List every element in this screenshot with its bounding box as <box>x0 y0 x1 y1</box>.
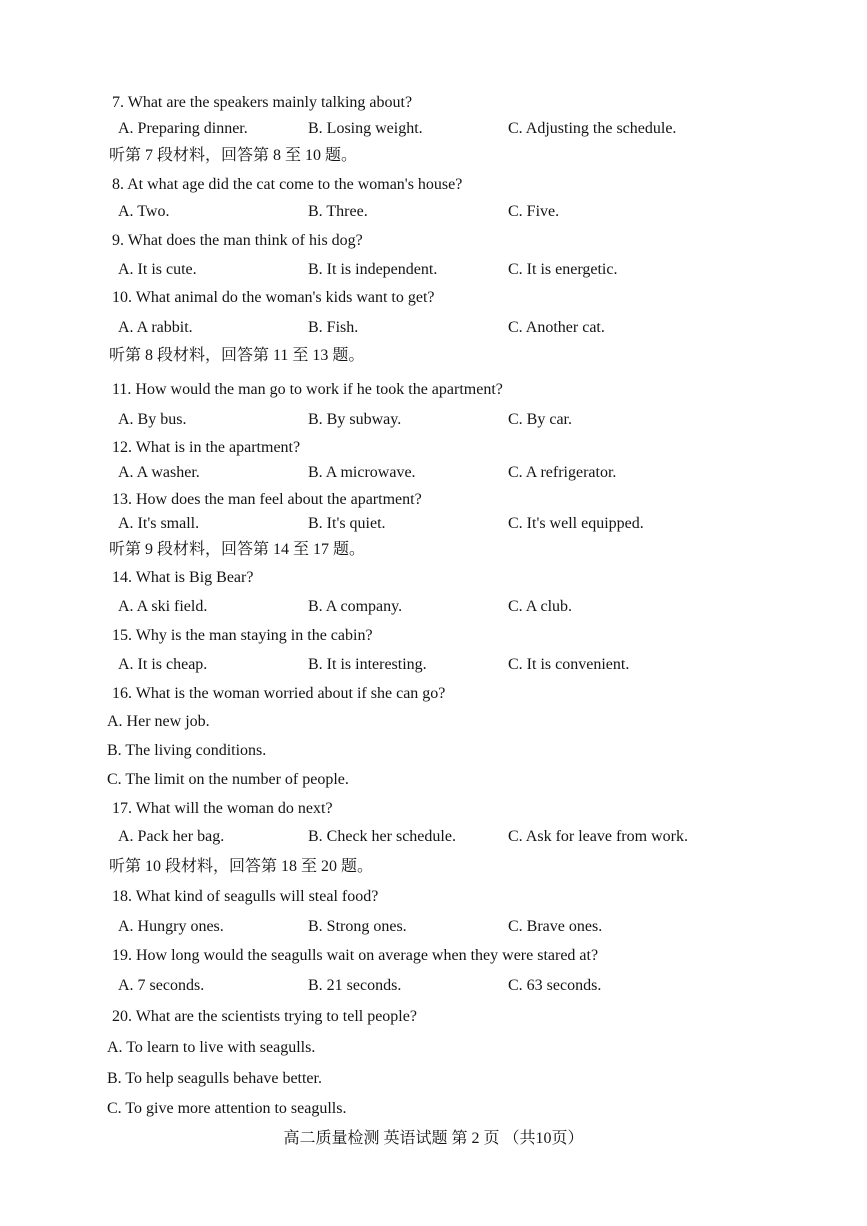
option-b: B. Check her schedule. <box>308 828 456 845</box>
option-a: A. A rabbit. <box>118 319 193 336</box>
option-b: B. It is interesting. <box>308 656 427 673</box>
section-instruction: 听第 9 段材料，回答第 14 至 17 题。 <box>109 541 366 558</box>
option-a: A. It's small. <box>118 515 200 532</box>
option-line: C. To give more attention to seagulls. <box>107 1100 347 1117</box>
option-b: B. Fish. <box>308 319 359 336</box>
option-a: A. Hungry ones. <box>118 918 224 935</box>
question: 18. What kind of seagulls will steal food? <box>112 888 379 905</box>
section-instruction: 听第 10 段材料，回答第 18 至 20 题。 <box>109 858 374 875</box>
option-b: B. 21 seconds. <box>308 977 402 994</box>
section-instruction: 听第 7 段材料，回答第 8 至 10 题。 <box>109 147 358 164</box>
option-line: C. The limit on the number of people. <box>107 771 349 788</box>
option-b: B. Three. <box>308 203 368 220</box>
option-c: C. A refrigerator. <box>508 464 617 481</box>
question: 19. How long would the seagulls wait on average when they were stared at? <box>112 947 599 964</box>
question: 14. What is Big Bear? <box>112 569 254 586</box>
option-line: A. Her new job. <box>107 713 210 730</box>
option-b: B. A microwave. <box>308 464 416 481</box>
question: 8. At what age did the cat come to the woman's house? <box>112 176 463 193</box>
option-a: A. It is cheap. <box>118 656 208 673</box>
question: 15. Why is the man staying in the cabin? <box>112 627 373 644</box>
option-c: C. Adjusting the schedule. <box>508 120 677 137</box>
question: 11. How would the man go to work if he took the apartment? <box>112 381 503 398</box>
option-c: C. Five. <box>508 203 560 220</box>
option-b: B. Losing weight. <box>308 120 423 137</box>
option-line: B. The living conditions. <box>107 742 267 759</box>
option-c: C. It is convenient. <box>508 656 630 673</box>
page-footer: 高二质量检测 英语试题 第 2 页 （共10页） <box>283 1130 584 1147</box>
question: 13. How does the man feel about the apartment? <box>112 491 422 508</box>
question: 12. What is in the apartment? <box>112 439 301 456</box>
question: 16. What is the woman worried about if she can go? <box>112 685 446 702</box>
option-c: C. It is energetic. <box>508 261 618 278</box>
option-c: C. By car. <box>508 411 572 428</box>
option-a: A. 7 seconds. <box>118 977 205 994</box>
option-b: B. By subway. <box>308 411 402 428</box>
option-a: A. A ski field. <box>118 598 208 615</box>
option-b: B. It is independent. <box>308 261 438 278</box>
option-c: C. Another cat. <box>508 319 605 336</box>
option-c: C. It's well equipped. <box>508 515 644 532</box>
option-b: B. Strong ones. <box>308 918 407 935</box>
section-instruction: 听第 8 段材料，回答第 11 至 13 题。 <box>109 347 365 364</box>
option-b: B. It's quiet. <box>308 515 386 532</box>
question: 9. What does the man think of his dog? <box>112 232 363 249</box>
question: 20. What are the scientists trying to tell people? <box>112 1008 417 1025</box>
option-c: C. Brave ones. <box>508 918 603 935</box>
option-a: A. By bus. <box>118 411 187 428</box>
question: 17. What will the woman do next? <box>112 800 333 817</box>
option-a: A. It is cute. <box>118 261 197 278</box>
option-a: A. Preparing dinner. <box>118 120 248 137</box>
option-a: A. Two. <box>118 203 170 220</box>
option-a: A. A washer. <box>118 464 200 481</box>
question: 10. What animal do the woman's kids want to get? <box>112 289 435 306</box>
option-line: A. To learn to live with seagulls. <box>107 1039 316 1056</box>
option-c: C. Ask for leave from work. <box>508 828 688 845</box>
option-c: C. A club. <box>508 598 573 615</box>
question: 7. What are the speakers mainly talking about? <box>112 94 413 111</box>
option-line: B. To help seagulls behave better. <box>107 1070 322 1087</box>
option-b: B. A company. <box>308 598 403 615</box>
option-a: A. Pack her bag. <box>118 828 225 845</box>
option-c: C. 63 seconds. <box>508 977 602 994</box>
